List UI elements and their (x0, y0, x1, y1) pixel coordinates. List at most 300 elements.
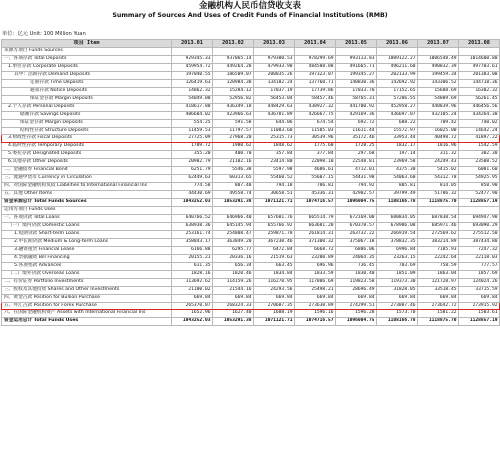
cell-value: 23414.80 (254, 159, 295, 167)
cell-value: 4686.61 (295, 167, 336, 175)
cell-value: 452958.27 (377, 103, 418, 111)
cell-value: 1096004.75 (336, 199, 377, 207)
cell-value: 794.18 (254, 183, 295, 191)
cell-value: 119823.58 (336, 278, 377, 286)
cell-value: 688.22 (377, 119, 418, 127)
cell-value: 371300.32 (295, 238, 336, 246)
cell-value: 143306.52 (418, 79, 459, 87)
cell-value: 297.68 (336, 151, 377, 159)
cell-value: 669.84 (172, 294, 213, 302)
row-label: 一、各项贷款 Total Loans (2, 215, 172, 223)
cell-value: 134182.24 (254, 79, 295, 87)
cell-value: 1053291.38 (213, 318, 254, 326)
row-label: 一、各项存款 Total Deposits (2, 55, 172, 63)
cell-value: 1851.09 (377, 270, 418, 278)
cell-value: 418617.80 (172, 103, 213, 111)
column-header-period: 2013.01 (172, 40, 213, 48)
cell-value: 6806.06 (336, 246, 377, 254)
cell-value: 358843.17 (172, 238, 213, 246)
cell-value: 51786.32 (418, 191, 459, 199)
cell-value: 497703.61 (459, 63, 500, 71)
cell-value: 22548.81 (336, 159, 377, 167)
cell-value: 674.54 (295, 119, 336, 127)
table-row (2, 103, 500, 111)
cell-value: 1828.16 (172, 270, 213, 278)
cell-value: 52477.90 (459, 191, 500, 199)
cell-value: 1775.60 (295, 143, 336, 151)
cell-value: 311.32 (418, 151, 459, 159)
cell-value: 124024.26 (459, 278, 500, 286)
cell-value (377, 48, 418, 56)
row-label: 1.单位存款 Corporate Deposits (2, 63, 172, 71)
cell-value: 672169.00 (336, 215, 377, 223)
row-label: 六、在国际金融机构资产 Assets with International Financial Ins (2, 310, 172, 318)
cell-value (172, 207, 213, 215)
cell-value (459, 207, 500, 215)
cell-value: 1581.22 (418, 310, 459, 318)
cell-value: 54312.78 (418, 175, 459, 183)
cell-value: 1834.84 (254, 270, 295, 278)
cell-value: 254808.47 (213, 230, 254, 238)
cell-value: 273642.72 (418, 302, 459, 310)
cell-value: 273915.92 (459, 302, 500, 310)
column-header-period: 2013.05 (336, 40, 377, 48)
table-row (2, 207, 500, 215)
cell-value: 6996.84 (377, 246, 418, 254)
row-label: 三、流通中货币 Currency in Circulation (2, 175, 172, 183)
cell-value: 1006548.49 (418, 55, 459, 63)
row-label: （一）境内贷款 Domestic Loans (2, 222, 172, 230)
cell-value: 20336.16 (213, 254, 254, 262)
cell-value: 670378.57 (336, 222, 377, 230)
cell-value: 1832.17 (377, 143, 418, 151)
table-row (2, 191, 500, 199)
cell-value: 740.02 (459, 119, 500, 127)
unit-note: 单位：亿元 Unit: 100 Million Yuan (2, 31, 86, 37)
cell-value: 261814.31 (295, 230, 336, 238)
cell-value: 54431.98 (336, 175, 377, 183)
row-label: 资金运用总计 Total Funds Uses (2, 318, 172, 326)
cell-value (459, 48, 500, 56)
cell-value: 6166.88 (172, 246, 213, 254)
cell-value: 17037.19 (254, 87, 295, 95)
cell-value: 25315.73 (254, 135, 295, 143)
row-label: 储蓄存款 Savings Deposits (2, 111, 172, 119)
row-label: 五、外汇占款 Position for Forex Purchase (2, 302, 172, 310)
cell-value: 436697.07 (377, 111, 418, 119)
row-label: 2.中长期贷款 Medium & Long-term Loans (2, 238, 172, 246)
cell-value: 11611.44 (336, 127, 377, 135)
row-label: 2.个人存款 Personal Deposits (2, 103, 172, 111)
cell-value: 1096004.75 (336, 318, 377, 326)
table-row (2, 71, 500, 79)
cell-value: 1848.62 (254, 143, 295, 151)
cell-value: 116270.95 (254, 278, 295, 286)
cell-value: 367230.46 (254, 238, 295, 246)
cell-value: 21102.16 (213, 159, 254, 167)
cell-value: 23200.89 (295, 254, 336, 262)
cell-value: 126419.63 (172, 79, 213, 87)
cell-value: 113692.62 (172, 278, 213, 286)
cell-value: 687830.54 (418, 215, 459, 223)
cell-value (254, 207, 295, 215)
cell-value: 14642.24 (459, 127, 500, 135)
cell-value: 33518.45 (418, 286, 459, 294)
column-header-item: 项目 Item (2, 40, 172, 48)
cell-value: 54063.60 (377, 175, 418, 183)
cell-value: 11585.03 (295, 127, 336, 135)
cell-value: 375067.18 (336, 238, 377, 246)
cell-value: 30658.51 (254, 191, 295, 199)
cell-value: 200035.26 (254, 71, 295, 79)
column-header-period: 2013.08 (459, 40, 500, 48)
cell-value: 448429.63 (254, 103, 295, 111)
cell-value: 263732.22 (336, 230, 377, 238)
cell-value: 16025.00 (418, 127, 459, 135)
table-row (2, 119, 500, 127)
row-label: 3.融资租赁 Financial Lease (2, 246, 172, 254)
cell-value: 1709.72 (172, 143, 213, 151)
cell-value: 1980.62 (213, 143, 254, 151)
cell-value: 142692.92 (377, 79, 418, 87)
cell-value: 357.84 (254, 151, 295, 159)
cell-value: 14862.32 (172, 87, 213, 95)
cell-value: 1583.61 (459, 310, 500, 318)
cell-value: 1820.46 (213, 270, 254, 278)
cell-value: 377.84 (295, 151, 336, 159)
report-subtitle: Summary of Sources And Uses of Credit Funds of Financial Institutions (RMB) (112, 12, 388, 19)
cell-value: 21519.63 (254, 254, 295, 262)
cell-value: 491665.71 (336, 63, 377, 71)
cell-value: 119373.30 (377, 278, 418, 286)
cell-value: 4712.01 (336, 167, 377, 175)
cell-value: 449264.28 (213, 63, 254, 71)
cell-value: 665514.79 (295, 215, 336, 223)
cell-value (213, 48, 254, 56)
cell-value: 11003.68 (254, 127, 295, 135)
cell-value: 117806.69 (295, 278, 336, 286)
row-label: 3.财政性存款 Fiscal Deposits (2, 135, 172, 143)
cell-value: 663681.20 (295, 222, 336, 230)
cell-value: 22098.10 (295, 159, 336, 167)
cell-value (254, 48, 295, 56)
row-label: 4.临时性存款 Temporary Deposits (2, 143, 172, 151)
cell-value: 1118875.70 (418, 199, 459, 207)
row-label: 通知存款 Notice Deposits (2, 87, 172, 95)
row-label: 结构性存款 Structure Deposits (2, 127, 172, 135)
cell-value: 669.84 (213, 294, 254, 302)
cell-value: 363049.20 (213, 238, 254, 246)
cell-value: 6472.84 (254, 246, 295, 254)
cell-value: 23969.58 (377, 159, 418, 167)
cell-value: 459954.72 (172, 63, 213, 71)
table-row (2, 183, 500, 191)
cell-value (418, 207, 459, 215)
cell-value: 33715.59 (459, 286, 500, 294)
cell-value: 17739.86 (295, 87, 336, 95)
cell-value: 979300.53 (254, 55, 295, 63)
cell-value: 644.06 (254, 119, 295, 127)
cell-value: 11459.53 (172, 127, 213, 135)
cell-value: 669.84 (336, 294, 377, 302)
cell-value: 60313.65 (213, 175, 254, 183)
cell-value: 20982.79 (172, 159, 213, 167)
cell-value: 669.84 (459, 294, 500, 302)
cell-value: 17152.65 (377, 87, 418, 95)
cell-value: 302.30 (459, 151, 500, 159)
cell-value: 11797.57 (213, 127, 254, 135)
cell-value: 645145.94 (213, 222, 254, 230)
table-row (2, 270, 500, 278)
cell-value: 49558.74 (213, 191, 254, 199)
cell-value: 1074716.57 (295, 318, 336, 326)
cell-value: 1596.28 (336, 310, 377, 318)
cell-value: 929345.33 (172, 55, 213, 63)
cell-value: 21100.02 (172, 286, 213, 294)
cell-value: 794.92 (336, 183, 377, 191)
cell-value: 591.58 (213, 119, 254, 127)
cell-value (295, 48, 336, 56)
cell-value: 1074716.57 (295, 199, 336, 207)
cell-value: 23263.15 (377, 254, 418, 262)
row-label: 其中：活期存款 Demand Deposits (2, 71, 172, 79)
cell-value: 56261.45 (459, 95, 500, 103)
cell-value: 24293.56 (254, 286, 295, 294)
table-row (2, 167, 500, 175)
cell-value: 20155.21 (172, 254, 213, 262)
cell-value: 197040.55 (172, 71, 213, 79)
cell-value: 30539.96 (295, 135, 336, 143)
cell-value: 978299.69 (295, 55, 336, 63)
cell-value: 554.25 (172, 119, 213, 127)
cell-value: 655766.92 (254, 222, 295, 230)
table-row (2, 87, 500, 95)
cell-value: 266919.54 (377, 230, 418, 238)
cell-value: 40498.72 (418, 135, 459, 143)
row-label: 保证金存款 Margin Deposits (2, 95, 172, 103)
cell-value: 1857.69 (459, 270, 500, 278)
cell-value: 656.34 (213, 262, 254, 270)
row-label: 6.其他存款 Other Deposits (2, 159, 172, 167)
cell-value: 423966.63 (213, 111, 254, 119)
cell-value (172, 48, 213, 56)
cell-value: 786.81 (295, 183, 336, 191)
cell-value: 1053291.38 (213, 199, 254, 207)
cell-value: 355.20 (172, 151, 213, 159)
cell-value: 663.45 (254, 262, 295, 270)
cell-value: 1542.59 (459, 143, 500, 151)
row-label: （二）境外贷款 Overseas Loans (2, 270, 172, 278)
cell-value: 709.42 (418, 119, 459, 127)
cell-value: 4375.30 (377, 167, 418, 175)
table-row (2, 238, 500, 246)
cell-value: 680834.05 (377, 215, 418, 223)
cell-value: 17033.70 (336, 87, 377, 95)
cell-value: 15572.97 (377, 127, 418, 135)
cell-value: 197323.07 (295, 71, 336, 79)
cell-value: 1009122.27 (377, 55, 418, 63)
cell-value: 56453.04 (254, 95, 295, 103)
cell-value (213, 207, 254, 215)
table-row (2, 175, 500, 183)
table-row (2, 151, 500, 159)
cell-value: 24064.35 (336, 254, 377, 262)
cell-value: 6668.72 (295, 246, 336, 254)
cell-value: 52956.82 (213, 95, 254, 103)
row-label: 保证金存款 Margin Deposits (2, 119, 172, 127)
cell-value: 777.57 (459, 262, 500, 270)
cell-value: 696.96 (295, 262, 336, 270)
cell-value: 58765.31 (336, 95, 377, 103)
cell-value (377, 207, 418, 215)
table-row (2, 262, 500, 270)
table-row (2, 215, 500, 223)
table-row (2, 135, 500, 143)
cell-value (336, 48, 377, 56)
cell-value: 669.84 (377, 294, 418, 302)
cell-value: 937065.14 (213, 55, 254, 63)
cell-value: 426667.75 (295, 111, 336, 119)
cell-value: 646966.40 (213, 215, 254, 223)
cell-value: 25498.21 (295, 286, 336, 294)
cell-value: 1608.19 (254, 310, 295, 318)
cell-value: 1728.25 (336, 143, 377, 151)
cell-value: 1043252.03 (172, 199, 213, 207)
cell-value: 197.14 (377, 151, 418, 159)
row-label: 四、黄金占款 Position for Bullion Purchase (2, 294, 172, 302)
table-row (2, 55, 500, 63)
table-header-row (2, 40, 500, 48)
cell-value: 6295.77 (213, 246, 254, 254)
cell-value: 1108166.78 (377, 199, 418, 207)
cell-value: 383214.89 (418, 238, 459, 246)
report-title: 金融机构人民币信贷收支表 (198, 1, 301, 11)
table-row (2, 278, 500, 286)
cell-value: 15284.12 (213, 87, 254, 95)
row-label: 二、有价证券 Portfolio Investments (2, 278, 172, 286)
cell-value: 446456.56 (459, 103, 500, 111)
cell-value: 736.45 (336, 262, 377, 270)
cell-value: 429169.36 (336, 111, 377, 119)
cell-value: 201383.08 (459, 71, 500, 79)
cell-value: 33953.44 (377, 135, 418, 143)
cell-value: 114159.26 (213, 278, 254, 286)
table-row (2, 286, 500, 294)
cell-value: 275512.50 (459, 230, 500, 238)
cell-value: 270687.35 (254, 302, 295, 310)
cell-value: 55607.15 (295, 175, 336, 183)
row-label: 资金来源总计 Total Funds Sources (2, 199, 172, 207)
cell-value: 21544.16 (213, 286, 254, 294)
cell-value (336, 207, 377, 215)
cell-value: 6251.79 (172, 167, 213, 175)
cell-value: 273630.89 (295, 302, 336, 310)
cell-value: 669.84 (295, 294, 336, 302)
cell-value: 35172.46 (336, 135, 377, 143)
cell-value: 1627.40 (213, 310, 254, 318)
cell-value: 54925.95 (459, 175, 500, 183)
cell-value: 678986.08 (377, 222, 418, 230)
cell-value: 31828.05 (377, 286, 418, 294)
cell-value: 436349.18 (213, 103, 254, 111)
row-label: 5.各项垫款 Advances (2, 262, 172, 270)
column-header-period: 2013.06 (377, 40, 418, 48)
cell-value: 1833.59 (295, 270, 336, 278)
cell-value: 1071121.71 (254, 318, 295, 326)
cell-value: 45336.31 (295, 191, 336, 199)
cell-value: 39799.49 (377, 191, 418, 199)
cell-value: 5597.98 (254, 167, 295, 175)
cell-value: 434264.30 (459, 111, 500, 119)
cell-value: 41897.22 (459, 135, 500, 143)
table-row (2, 199, 500, 207)
table-row (2, 294, 500, 302)
cell-value: 814.05 (418, 183, 459, 191)
cell-value: 5546.38 (213, 167, 254, 175)
cell-value: 496211.68 (377, 63, 418, 71)
cell-value: 1128857.19 (459, 199, 500, 207)
column-header-period: 2013.02 (213, 40, 254, 48)
cell-value: 265370.07 (172, 302, 213, 310)
cell-value: 44430.69 (172, 191, 213, 199)
cell-value: 199345.27 (336, 71, 377, 79)
cell-value: 758.59 (418, 262, 459, 270)
cell-value: 27725.09 (172, 135, 213, 143)
cell-value: 640766.52 (172, 215, 213, 223)
table-body (2, 48, 500, 326)
cell-value: 16302.32 (459, 87, 500, 95)
cell-value: 62449.63 (172, 175, 213, 183)
cell-value: 1128857.19 (459, 318, 500, 326)
cell-value: 259871.78 (254, 230, 295, 238)
cell-value: 406604.02 (172, 111, 213, 119)
cell-value: 693090.29 (459, 222, 500, 230)
cell-value: 1014600.80 (459, 55, 500, 63)
cell-value: 1652.96 (172, 310, 213, 318)
cell-value: 22242.64 (418, 254, 459, 262)
cell-value: 24249.43 (418, 159, 459, 167)
cell-value: 274299.51 (336, 302, 377, 310)
cell-value: 441700.92 (336, 103, 377, 111)
row-label: 5.委托存款 Designated Deposits (2, 151, 172, 159)
cell-value (295, 207, 336, 215)
table-row (2, 143, 500, 151)
cell-value: 140830.36 (336, 79, 377, 87)
table-row (2, 302, 500, 310)
cell-value: 6001.60 (459, 167, 500, 175)
table-row (2, 230, 500, 238)
row-label: 二、金融债券 Financial Bond (2, 167, 172, 175)
table-row (2, 111, 500, 119)
cell-value: 42902.57 (336, 191, 377, 199)
cell-value: 378832.35 (377, 238, 418, 246)
column-header-period: 2013.03 (254, 40, 295, 48)
cell-value: 805.81 (377, 183, 418, 191)
table-row (2, 246, 500, 254)
cell-value: 144718.36 (459, 79, 500, 87)
table-row (2, 254, 500, 262)
cell-value: 57286.55 (377, 95, 418, 103)
cell-value: 55460.52 (254, 175, 295, 183)
cell-value: 669.84 (254, 294, 295, 302)
cell-value: 54049.00 (172, 95, 213, 103)
cell-value: 1830.40 (336, 270, 377, 278)
credit-funds-table (1, 39, 500, 326)
cell-value: 703.69 (377, 262, 418, 270)
cell-value: 387434.80 (459, 238, 500, 246)
cell-value: 27968.20 (213, 135, 254, 143)
cell-value: 692.72 (336, 119, 377, 127)
